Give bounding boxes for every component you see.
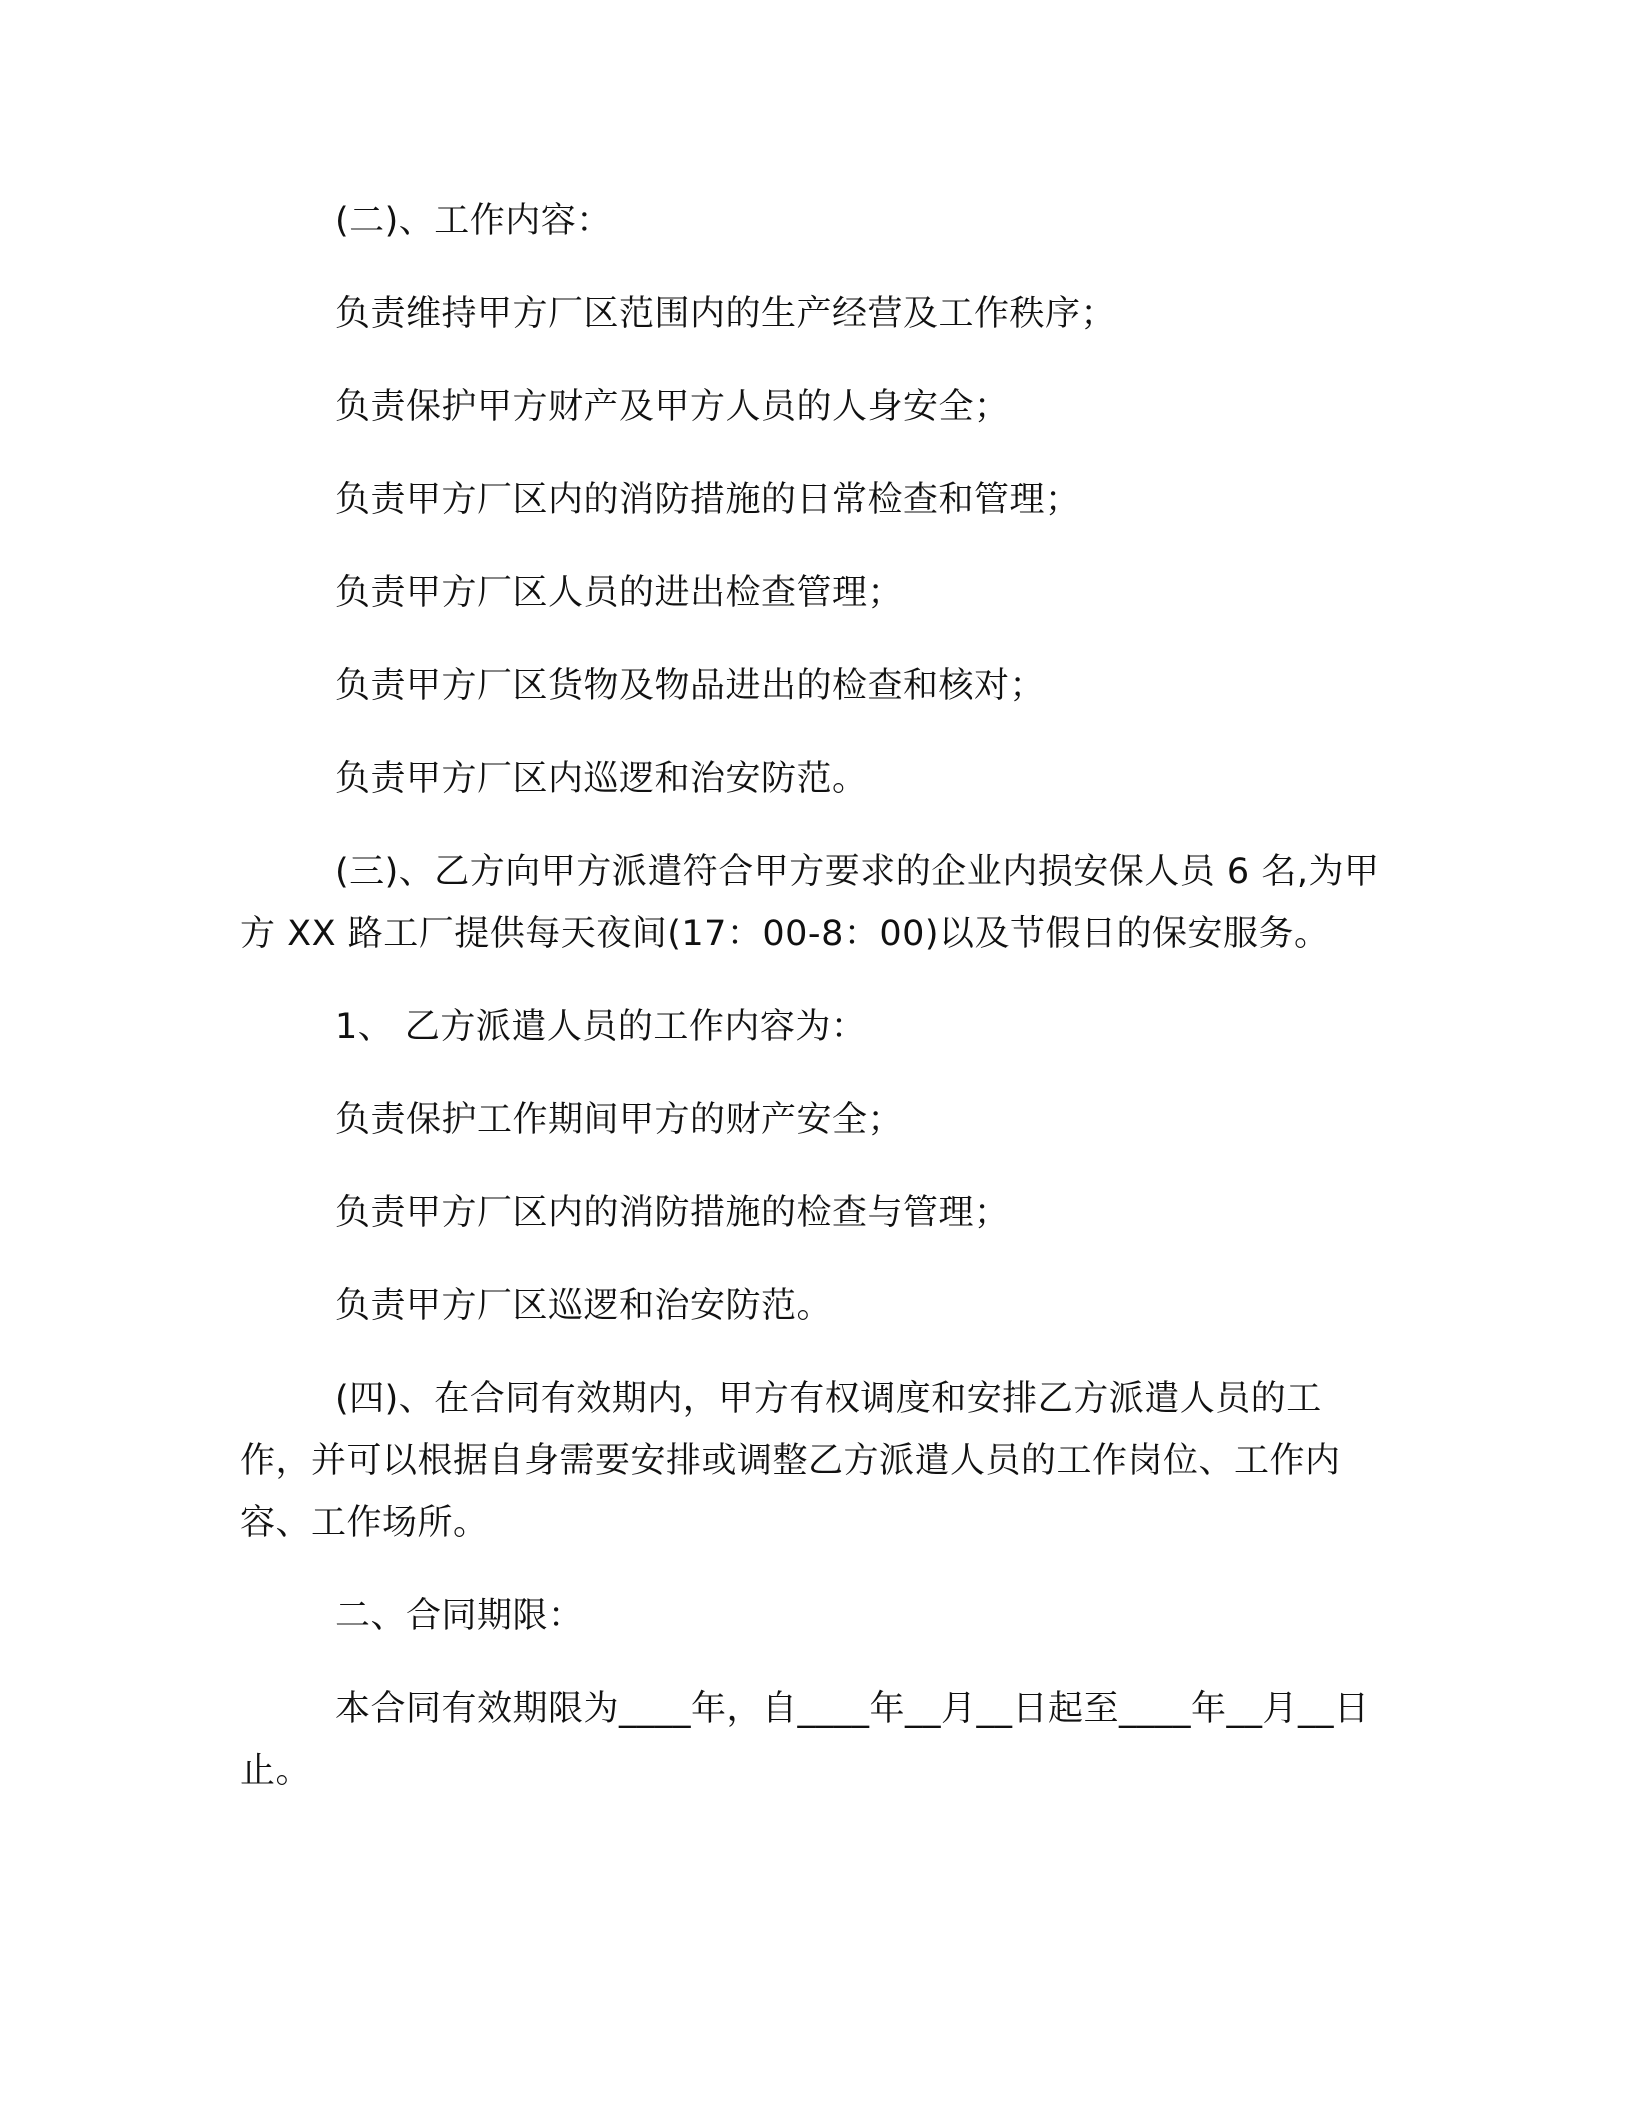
- duty-item-order: 负责维持甲方厂区范围内的生产经营及工作秩序；: [335, 294, 1117, 334]
- dispatched-duty-patrol: 负责甲方厂区巡逻和治安防范。: [335, 1286, 833, 1326]
- duty-item-fire-inspection: 负责甲方厂区内的消防措施的日常检查和管理；: [335, 480, 1081, 520]
- section-heading-work-content: (二)、工作内容：: [335, 201, 612, 241]
- dispatched-duty-fire: 负责甲方厂区内的消防措施的检查与管理；: [335, 1193, 1010, 1233]
- duty-item-goods-check: 负责甲方厂区货物及物品进出的检查和核对；: [335, 666, 1046, 706]
- document-body: [240, 190, 1390, 1833]
- section-dispatch-personnel: (三)、乙方向甲方派遣符合甲方要求的企业内损安保人员 6 名,为甲方 XX 路工厂提供每天夜间(17：00-8：00)以及节假日的保安服务。: [240, 852, 1380, 954]
- section-scheduling-rights: (四)、在合同有效期内，甲方有权调度和安排乙方派遣人员的工作，并可以根据自身需要安排或调整乙方派遣人员的工作岗位、工作内容、工作场所。: [240, 1379, 1341, 1543]
- duty-item-personnel-access: 负责甲方厂区人员的进出检查管理；: [335, 573, 904, 613]
- duty-item-patrol: 负责甲方厂区内巡逻和治安防范。: [335, 759, 868, 799]
- contract-term-clause: 本合同有效期限为____年，自____年__月__日起至____年__月__日止。: [240, 1689, 1370, 1791]
- dispatched-duty-property: 负责保护工作期间甲方的财产安全；: [335, 1100, 904, 1140]
- duty-item-property-safety: 负责保护甲方财产及甲方人员的人身安全；: [335, 387, 1010, 427]
- section-heading-contract-term: 二、合同期限：: [335, 1596, 584, 1636]
- subsection-dispatched-duties: 1、 乙方派遣人员的工作内容为：: [335, 1007, 867, 1047]
